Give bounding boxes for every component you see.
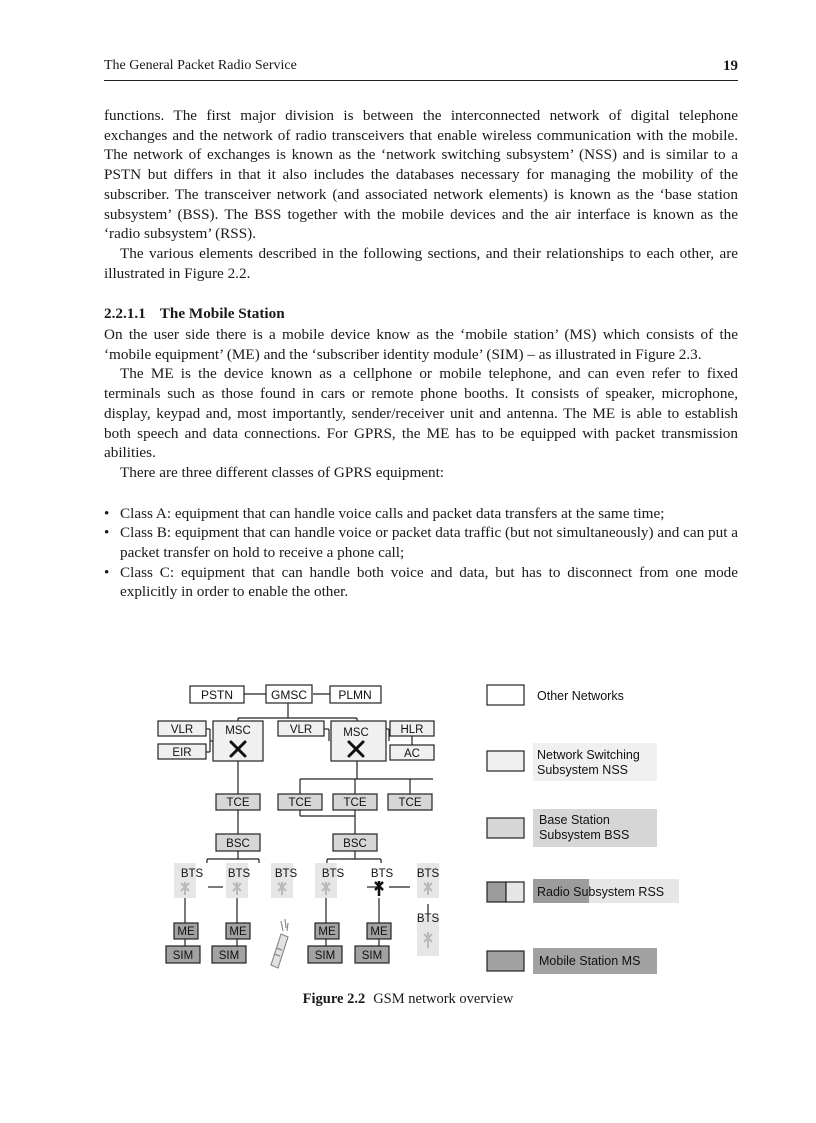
running-title: The General Packet Radio Service — [104, 58, 297, 73]
nss-elements — [158, 721, 434, 761]
paragraph: The various elements described in the following sections, and their relationships to each other, are illustrated in Figure 2.2. — [104, 244, 738, 282]
page-number: 19 — [723, 58, 738, 74]
legend-nss-label: Subsystem NSS — [537, 763, 629, 777]
legend-bss-label: Base Station — [539, 813, 610, 827]
section-title: The Mobile Station — [159, 305, 285, 323]
bts-label: BTS — [227, 868, 251, 880]
gsm-network-diagram — [150, 676, 690, 996]
body-text — [104, 106, 738, 602]
tce-label: TCE — [398, 797, 422, 809]
tce-label: TCE — [288, 797, 312, 809]
tce-label: TCE — [226, 797, 250, 809]
legend-rss-label: Radio Subsystem RSS — [537, 885, 665, 899]
sim-label: SIM — [218, 950, 240, 962]
legend-other-networks-swatch — [487, 685, 524, 705]
list-item: • Class C: equipment that can handle both voice and data, but has to disconnect from one mode explicitly in order to enable the other. — [104, 563, 738, 602]
legend-bss-label: Subsystem BSS — [539, 828, 630, 842]
list-item: • Class B: equipment that can handle voice or packet data traffic (but not simultaneously) and can put a packet transfer on hold to receive a phone call; — [104, 523, 738, 562]
me-label: ME — [177, 926, 195, 938]
bss-elements — [216, 794, 432, 851]
legend-bss-swatch — [487, 818, 524, 838]
tce-label: TCE — [343, 797, 367, 809]
legend-ms-swatch — [487, 951, 524, 971]
msc-label-right: MSC — [343, 727, 369, 739]
hlr-label: HLR — [400, 724, 424, 736]
other-networks — [190, 685, 381, 703]
vlr-label-left: VLR — [170, 724, 194, 736]
msc-label-left: MSC — [225, 725, 251, 737]
sim-label: SIM — [314, 950, 336, 962]
bsc-label: BSC — [343, 838, 367, 850]
gprs-class-list — [104, 504, 738, 603]
bts-label: BTS — [370, 868, 394, 880]
bts-row — [174, 863, 440, 956]
mobile-phone-icon — [271, 919, 288, 968]
paragraph: On the user side there is a mobile device know as the ‘mobile station’ (MS) which consists of the ‘mobile equipment’ (ME) and the ‘subscriber identity module’ (SIM) – as illustrated in Figure 2.3. — [104, 326, 738, 363]
vlr-label-middle: VLR — [289, 724, 313, 736]
gmsc-label: GMSC — [271, 688, 307, 702]
figure-label: Figure 2.2 — [302, 991, 366, 1007]
bts-label: BTS — [321, 868, 345, 880]
legend-nss-swatch — [487, 751, 524, 771]
bts-label: BTS — [180, 868, 204, 880]
mobile-stations — [166, 919, 391, 968]
gsm-network-figure — [150, 676, 690, 996]
paragraph: There are three different classes of GPRS equipment: — [120, 463, 445, 481]
running-header — [104, 58, 738, 81]
plmn-label: PLMN — [338, 688, 372, 702]
sim-label: SIM — [361, 950, 383, 962]
ac-label: AC — [404, 748, 420, 760]
me-label: ME — [229, 926, 247, 938]
eir-label: EIR — [172, 747, 192, 759]
legend-rss-swatch-dark — [487, 882, 506, 902]
paragraph: The ME is the device known as a cellphone or mobile telephone, and can even refer to fixed terminals such as those found in cars or remote phone booths. It consists of speaker, microphone, display, keypad and, most importantly, sender/receiver unit and antenna. The ME is able to establish both speech and data connections. For GPRS, the ME has to be equipped with packet transmission abilities. — [104, 365, 738, 462]
bts-label: BTS — [274, 868, 298, 880]
legend-rss-swatch-light — [506, 882, 524, 902]
sim-label: SIM — [172, 950, 194, 962]
bsc-label: BSC — [226, 838, 250, 850]
legend-nss-label: Network Switching — [537, 748, 640, 762]
me-label: ME — [370, 926, 388, 938]
bts-label: BTS — [416, 868, 440, 880]
section-heading — [104, 304, 738, 324]
me-label: ME — [318, 926, 336, 938]
legend-other-networks-label: Other Networks — [537, 689, 624, 703]
bts-label: BTS — [416, 913, 440, 925]
figure-title: GSM network overview — [373, 991, 514, 1007]
figure-legend — [487, 685, 679, 974]
section-number: 2.2.1.1 — [104, 305, 146, 323]
pstn-label: PSTN — [200, 688, 234, 702]
paragraph: functions. The first major division is between the interconnected network of digital telephone exchanges and the network of radio transceivers that enable wireless communication with the mobile. The network of exchanges is known as the ‘network switching subsystem’ (NSS) and is similar to a PSTN but differs in that it also includes the databases necessary for managing the mobility of the subscriber. The transceiver network (and associated network elements) is known as the ‘base station subsystem’ (BSS). The BSS together with the mobile devices and the air interface is known as the ‘radio subsystem’ (RSS). — [104, 107, 738, 243]
figure-caption — [0, 991, 816, 1008]
legend-ms-label: Mobile Station MS — [539, 954, 641, 968]
antenna-icon — [375, 881, 383, 896]
list-item: • Class A: equipment that can handle voice calls and packet data transfers at the same time; — [104, 504, 738, 524]
